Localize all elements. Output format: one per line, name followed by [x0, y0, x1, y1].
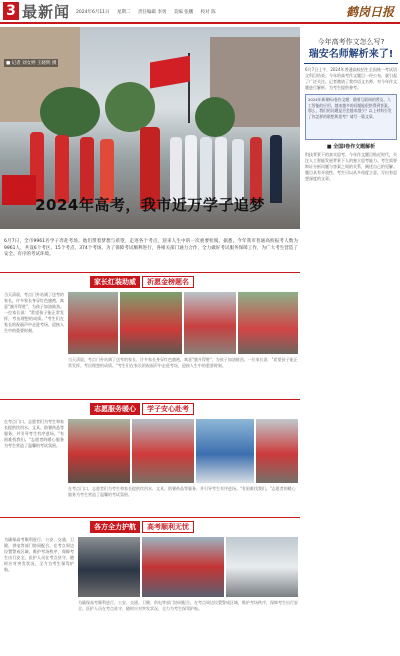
section-2-tag-b: 学子安心赴考 [142, 403, 194, 415]
section-header-2 [90, 403, 194, 415]
section-1-photo-c[interactable] [184, 292, 236, 354]
section-title: 最新闻 [22, 3, 71, 21]
right-body: 科技背景下的真实思考。今年作文题目贴近时代，关注人工智能发展背景下人的独立思考能力。考生需要辩证分析问题与答案之间的关系，阐述自己的见解。题目具有开放性，考生可以从多角度立意，写出有思想深度的文章。 [305, 152, 397, 181]
photo-credit: ■ 记者 刘女婷 王晓明 摄 [6, 61, 57, 66]
section-1-caption: 当天清晨，考点门外站满了送考的家长，许多家长身穿红色旗袍，寓意"旗开得胜"，为孩子加油鼓劲。一位家长说："希望孩子能正常发挥，考出理想的成绩。"考生们在家长的祝福声中走进考场，迎接人生中的重要时刻。 [68, 357, 298, 368]
editor-credit: 责任编辑 李勇 [137, 10, 167, 15]
section-2-photo-c[interactable] [256, 419, 298, 483]
divider [0, 272, 300, 273]
section-1-photo-a[interactable] [68, 292, 118, 354]
section-1-tag-a: 家长红装助威 [90, 276, 140, 288]
page-header [0, 0, 400, 24]
section-1-tag-b: 祈愿金榜题名 [142, 276, 194, 288]
divider [0, 399, 300, 400]
divider [0, 517, 300, 518]
issue-date: 2024年6月11日 [76, 10, 110, 15]
section-3-text: 为确保高考顺利进行，公安、交通、卫健、供电等部门协同配合，在考点周边设置警戒区域，维护考场秩序，保障考生出行安全。医护人员在考点驻守，随时应对突发状况，全力为考生保驾护航。 [4, 537, 74, 572]
right-intro: 6月7日上午，2024年普通高校招生全国统一考试语文科目结束。今年的高考作文题目一经公布，就引起了广泛关注。记者邀请了我市语文名师，对今年作文题进行解析，为考生提供参考。 [305, 67, 397, 90]
right-headline: 瑞安名师解析来了! [308, 49, 394, 60]
section-2-caption: 在考点门口，志愿者们为考生和家长提供饮用水、文具、防暑药品等服务，并引导考生有序进场。"有困难找我们。"志愿者的暖心服务为考生营造了温馨的考试氛围。 [68, 486, 296, 497]
section-2-text: 在考点门口，志愿者们为考生和家长提供饮用水、文具、防暑药品等服务，并引导考生有序进场。"有困难找我们。"志愿者的暖心服务为考生营造了温馨的考试氛围。 [4, 419, 64, 448]
issue-weekday: 星期二 [116, 10, 131, 15]
divider [304, 63, 398, 64]
essay-prompt-text: 2024年新课标I卷作文题：随着互联网的普及、人工智能的应用，越来越多的问题能很快得到答案。那么，我们的问题是否会越来越少？以上材料引发了你怎样的联想和思考？请写一篇文章。 [308, 97, 392, 119]
right-kicker: 今年高考作文怎么写? [317, 38, 385, 46]
page-number: 3 [3, 2, 19, 20]
section-2-tag-a: 志愿服务暖心 [90, 403, 140, 415]
section-3-photo-a[interactable] [78, 537, 140, 597]
section-3-tag-b: 高考顺利无忧 [142, 521, 194, 533]
section-2-photo-b[interactable] [132, 419, 194, 483]
section-2-photo-a[interactable] [68, 419, 130, 483]
section-1-photo-d[interactable] [238, 292, 298, 354]
section-header-3 [90, 521, 194, 533]
section-3-tag-a: 各方全力护航 [90, 521, 140, 533]
lead-paragraph: 6月7日，全市9961名学子奔赴考场。他们带着梦想与希望，走进各个考点，迎来人生中的一次重要检阅。据悉，今年我市普通高校报考人数为9961人，共设6个考区、15个考点、374个考场。为了保障考试顺利进行，各相关部门通力合作，全力做好考试服务保障工作，为广大考生营造了安全、有序的考试环境。 [4, 239, 298, 257]
newspaper-logo: 鹤岗日报 [345, 5, 394, 19]
issue-meta [76, 9, 222, 15]
main-headline: 2024年高考，我市近万学子追梦 [35, 196, 265, 214]
section-2-photo-bus[interactable] [196, 419, 254, 483]
section-header-1 [90, 276, 194, 288]
section-1-text: 当天清晨，考点门外站满了送考的家长，许多家长身穿红色旗袍，寓意"旗开得胜"，为孩子加油鼓劲。一位家长说："希望孩子能正常发挥，考出理想的成绩。"考生们在家长的祝福声中走进考场，迎接人生中的重要时刻。 [4, 292, 64, 333]
red-flag [150, 55, 190, 88]
right-column [302, 27, 400, 432]
designer-credit: 美编 张鹏 [173, 10, 194, 15]
section-3-caption: 为确保高考顺利进行，公安、交通、卫健、供电等部门协同配合，在考点周边设置警戒区域，维护考场秩序，保障考生出行安全。医护人员在考点驻守，随时应对突发状况，全力为考生保驾护航。 [78, 600, 298, 611]
section-3-photo-c[interactable] [226, 537, 298, 597]
section-1-photo-b[interactable] [120, 292, 182, 354]
section-3-photo-b[interactable] [142, 537, 224, 597]
proof-credit: 校对 陈 [200, 10, 216, 15]
essay-prompt-box [305, 94, 397, 140]
right-subheading: ■ 全国I卷作文题解析 [326, 144, 376, 150]
